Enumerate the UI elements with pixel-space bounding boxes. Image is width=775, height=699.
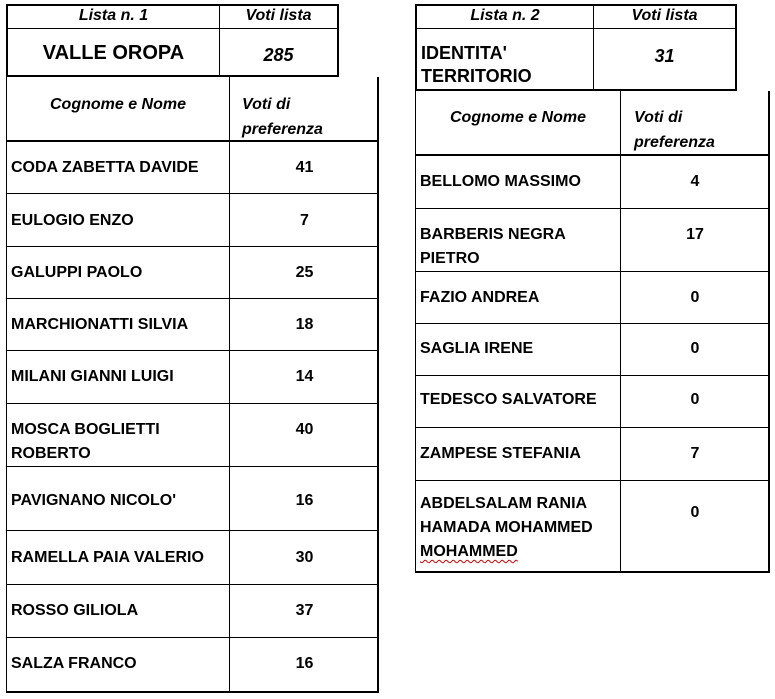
table-row: [415, 376, 770, 427]
candidate-name: [416, 337, 620, 361]
table-row: [415, 156, 770, 208]
candidate-votes: 30: [295, 549, 314, 566]
candidate-votes: 16: [295, 655, 314, 672]
candidate-name-line: MILANI GIANNI LUIGI: [11, 368, 174, 385]
table-row: [6, 351, 379, 403]
candidate-votes: 0: [690, 391, 700, 408]
candidate-name: [7, 418, 229, 466]
candidate-name: [416, 223, 620, 271]
list2-name-line2: TERRITORIO: [421, 66, 532, 86]
table-row: [6, 194, 379, 246]
candidate-name-line: RAMELLA PAIA VALERIO: [11, 549, 204, 566]
candidate-name-line: PAVIGNANO NICOLO': [11, 492, 176, 509]
table-row: [6, 638, 379, 692]
table-row: [6, 467, 379, 530]
list1-col-votes-header-1: Voti di: [242, 96, 291, 113]
list2-name-line1: IDENTITA': [421, 43, 507, 63]
list2-header-divider-h: [417, 28, 735, 29]
candidate-name: [7, 599, 229, 623]
candidate-votes: 40: [295, 421, 314, 438]
candidate-name-line: GALUPPI PAOLO: [11, 264, 143, 281]
candidate-name: [416, 492, 620, 564]
candidate-votes: 0: [690, 340, 700, 357]
list1-col-votes-header-2: preferenza: [242, 121, 323, 138]
list2-col-votes-header-1: Voti di: [634, 109, 683, 126]
candidate-votes: 14: [295, 368, 314, 385]
candidate-votes: 16: [295, 492, 314, 509]
table-row: [6, 585, 379, 637]
candidate-name-line: ROBERTO: [11, 445, 91, 462]
table-row: [415, 209, 770, 271]
list2-label: Lista n. 2: [470, 7, 540, 24]
candidate-name-line: MOSCA BOGLIETTI: [11, 421, 160, 438]
candidate-name-line: PIETRO: [420, 250, 480, 267]
candidate-name: [7, 546, 229, 570]
table-row: [6, 299, 379, 350]
candidate-name: [7, 365, 229, 389]
candidate-votes: 7: [690, 445, 700, 462]
table-row: [415, 272, 770, 323]
candidate-name: [416, 286, 620, 310]
candidate-name: [7, 489, 229, 513]
list1-label: Lista n. 1: [78, 7, 149, 24]
candidate-name-line: MARCHIONATTI SILVIA: [11, 316, 189, 333]
candidate-name: [7, 313, 229, 337]
candidate-name: [7, 261, 229, 285]
candidate-name-line: EULOGIO ENZO: [11, 212, 134, 229]
list2-col-votes-header-2: preferenza: [634, 134, 715, 151]
candidate-votes: 18: [295, 316, 314, 333]
spellcheck-underline: MOHAMMED: [420, 543, 518, 560]
candidate-name: [7, 209, 229, 233]
table-row: [6, 142, 379, 193]
list1-col-name-header: Cognome e Nome: [49, 96, 186, 113]
candidate-votes: 25: [295, 264, 314, 281]
candidate-name: [416, 388, 620, 412]
candidate-name: [7, 156, 229, 180]
table-row: [415, 481, 770, 572]
candidate-name: [416, 170, 620, 194]
candidate-name-line: [420, 540, 620, 564]
candidate-votes: 0: [690, 289, 700, 306]
list2-votes: 31: [654, 46, 675, 66]
candidate-name-line: ABDELSALAM RANIA: [420, 495, 588, 512]
candidate-votes: 4: [690, 173, 700, 190]
candidate-name-line: ZAMPESE STEFANIA: [420, 445, 581, 462]
candidate-name: [7, 652, 229, 676]
table-row: [415, 324, 770, 375]
list1-votes-label: Voti lista: [245, 7, 312, 24]
candidate-name-line: CODA ZABETTA DAVIDE: [11, 159, 199, 176]
list1-header-divider-h: [8, 28, 337, 29]
table-row: [415, 428, 770, 480]
candidate-votes: 17: [686, 226, 704, 243]
candidate-name-line: HAMADA MOHAMMED: [420, 519, 593, 536]
list1-votes: 285: [263, 45, 294, 65]
candidate-votes: 41: [295, 159, 314, 176]
candidate-name-line: BARBERIS NEGRA: [420, 226, 566, 243]
candidate-votes: 7: [300, 212, 309, 229]
table-row: [6, 531, 379, 584]
candidate-name-line: BELLOMO MASSIMO: [420, 173, 581, 190]
candidate-name-line: ROSSO GILIOLA: [11, 602, 139, 619]
candidate-votes: 0: [690, 504, 700, 521]
candidate-name-line: FAZIO ANDREA: [420, 289, 540, 306]
list2-col-name-header: Cognome e Nome: [449, 109, 586, 126]
candidate-votes: 37: [295, 602, 314, 619]
list2-votes-label: Voti lista: [631, 7, 698, 24]
candidate-name-line: SALZA FRANCO: [11, 655, 137, 672]
candidate-name-line: TEDESCO SALVATORE: [420, 391, 597, 408]
table-row: [6, 247, 379, 298]
table-row: [6, 404, 379, 466]
candidate-name: [416, 442, 620, 466]
list1-name: VALLE OROPA: [42, 42, 185, 64]
candidate-name-line: SAGLIA IRENE: [420, 340, 534, 357]
